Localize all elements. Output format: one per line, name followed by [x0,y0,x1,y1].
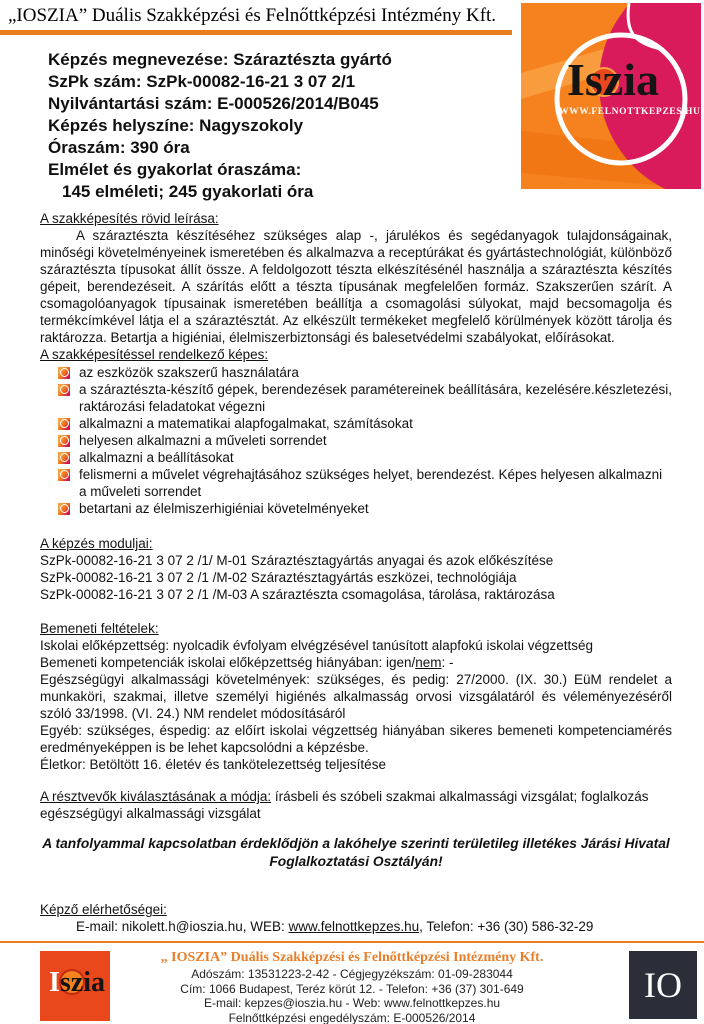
list-item [58,415,672,432]
selection-paragraph [40,788,672,822]
ioszia-bullet-icon [58,469,70,481]
footer-address-line: Cím: 1066 Budapest, Teréz körút 12. - Telefon: +36 (37) 301-649 [180,981,524,996]
course-szpk-number: SzPk szám: SzPk-00082-16-21 3 07 2/1 [48,72,356,91]
module-line: SzPk-00082-16-21 3 07 2 /1 /M-02 Száraztésztagyártás eszközei, technológiája [40,570,517,585]
logo-letter-i: I [567,54,585,105]
list-item-text: alkalmazni a matematikai alapfogalmakat, számításokat [79,416,413,431]
contact-email-text: E-mail: nikolett.h@ioszia.hu, WEB: [76,919,289,934]
selection-heading: A résztvevők kiválasztásának a módja: [40,789,272,804]
entry-age-line: Életkor: Betöltött 16. életév és tankötelezettség teljesítése [40,757,386,772]
entry-health-line: Egészségügyi alkalmassági követelmények: szükséges, és pedig: 27/2000. (IX. 30.) EüM rendelet a munkaköri, szakmai, illetve személyi higiénés alkalmasság orvosi vizsgálatáról és véleményezéséről szóló 33/1998. (VI. 24.) NM rendelet módosításáról [40,672,672,721]
course-hours: Óraszám: 390 óra [48,138,190,157]
ioszia-bullet-icon [58,367,70,379]
page-title: „IOSZIA” Duális Szakképzési és Felnőttképzési Intézmény Kft. [8,5,497,26]
course-theory-practice-value: 145 elméleti; 245 gyakorlati óra [62,182,314,201]
course-location: Képzés helyszíne: Nagyszokoly [48,116,304,135]
ioszia-bullet-icon [58,503,70,515]
footer-logo-letters-szia: szia [59,967,106,998]
entry-other-line: Egyéb: szükséges, éspedig: az előírt iskolai végzettség hiányában sikeres bemeneti kompetenciamérés eredményeképpen is be lehet kapcsolódni a képzésbe. [40,723,672,755]
list-item [58,466,672,500]
entry-competence-line [40,654,672,671]
footer-logo-letter-i: I [49,967,60,998]
list-item [58,449,672,466]
ioszia-logo [521,3,701,189]
contact-phone-text: , Telefon: +36 (30) 586-32-29 [419,919,594,934]
entry-school-line: Iskolai előképzettség: nyolcadik évfolyam elvégzésével tanúsított alapfokú iskolai végzettség [40,638,594,653]
logo-letters-szia: szia [584,54,660,105]
modules-heading: A képzés moduljai: [40,536,153,551]
footer [0,941,704,1024]
ioszia-bullet-icon [58,384,70,396]
list-item-text: alkalmazni a beállításokat [79,450,234,465]
footer-company-name: „ IOSZIA” Duális Szakképzési és Felnőttképzési Intézmény Kft. [160,950,544,965]
competencies-heading: A szakképesítéssel rendelkező képes: [40,347,269,362]
selection-text: írásbeli és szóbeli szakmai alkalmassági vizsgálat; foglalkozás egészségügyi alkalmassági vizsgálat [40,789,649,821]
list-item-text: a száraztészta-készítő gépek, berendezések paramétereinek beállítására, kezelésére.készletezési, raktározási feladatokat végezni [79,382,672,414]
ioszia-bullet-icon [58,418,70,430]
list-item-text: betartani az élelmiszerhigiéniai követelményeket [79,501,369,516]
entry-competence-suffix: : - [441,655,454,670]
footer-ioszia-logo [40,951,110,1021]
entry-competence-underlined: nem [415,655,442,670]
website-link[interactable]: www.felnottkepzes.hu [288,919,420,934]
course-registry-number: Nyilvántartási szám: E-000526/2014/B045 [48,94,379,113]
list-item-text: helyesen alkalmazni a műveleti sorrendet [79,433,327,448]
description-paragraph: A száraztészta készítéséhez szükséges alap -, járulékos és segédanyagok tulajdonságainak, minőségi követelményeinek ismeretében és alkalmazva a receptúrákat és gyártástechnológiát, különböző száraztészta típusokat állít össze. A feldolgozott tészta elkészítésénél használja a száraztészta készítés gépeit, berendezéseit. A szárítás előtt a tészta típusának megfelelően formáz. Szakszerűen szárít. A csomagolóanyagok típusainak ismeretében beállítja a csomagolási súlyokat, majd becsomagolja és termékcímkével látja el a száraztésztát. Az elkészült termékeket megfelelő körülmények között tárolja és raktározza. Betartja a higiéniai, élelmiszerbiztonsági és balesetvédelmi szabályokat, előírásokat. [40,228,672,345]
list-item-text: az eszközök szakszerű használatára [79,365,299,380]
competencies-list [40,364,672,517]
ioszia-logo-wordmark [567,54,660,105]
list-item [58,364,672,381]
footer-email-web-line: E-mail: kepzes@ioszia.hu - Web: www.felnottkepzes.hu [203,996,501,1011]
contact-heading: Képző elérhetőségei: [40,902,167,917]
footer-license-line: Felnőttképzési engedélyszám: E-000526/2014 [228,1010,476,1024]
list-item [58,500,672,517]
course-info-block [48,49,518,203]
contact-line [40,918,672,935]
entry-competence-prefix: Bemeneti kompetenciák iskolai előképzettség hiányában: igen/ [40,655,416,670]
entry-requirements-heading: Bemeneti feltételek: [40,621,159,636]
module-line: SzPk-00082-16-21 3 07 2 /1 /M-03 A száraztészta csomagolása, tárolása, raktározása [40,587,555,602]
description-heading: A szakképesítés rövid leírása: [40,211,219,226]
logo-website-text: WWW.FELNOTTKEPZES.HU [559,107,701,117]
header-divider [0,30,512,35]
footer-io-logo: IO [629,951,697,1019]
course-theory-practice-label: Elmélet és gyakorlat óraszáma: [48,160,302,179]
list-item-text: felismerni a művelet végrehajtásához szükséges helyet, berendezést. Képes helyesen alkalmazni a műveleti sorrendet [79,467,663,499]
ioszia-bullet-icon [58,452,70,464]
list-item [58,432,672,449]
notice-paragraph: A tanfolyammal kapcsolatban érdeklődjön a lakóhelye szerinti területileg illetékes Járási Hivatal Foglalkoztatási Osztályán! [42,836,670,869]
footer-tax-line: Adószám: 13531223-2-42 - Cégjegyzékszám: 01-09-283044 [191,967,513,981]
footer-logo-wordmark [49,969,105,997]
ioszia-bullet-icon [58,435,70,447]
footer-contact-block [118,949,586,1024]
course-name: Képzés megnevezése: Száraztészta gyártó [48,50,392,69]
module-line: SzPk-00082-16-21 3 07 2 /1/ M-01 Száraztésztagyártás anyagai és azok előkészítése [40,553,554,568]
list-item [58,381,672,415]
